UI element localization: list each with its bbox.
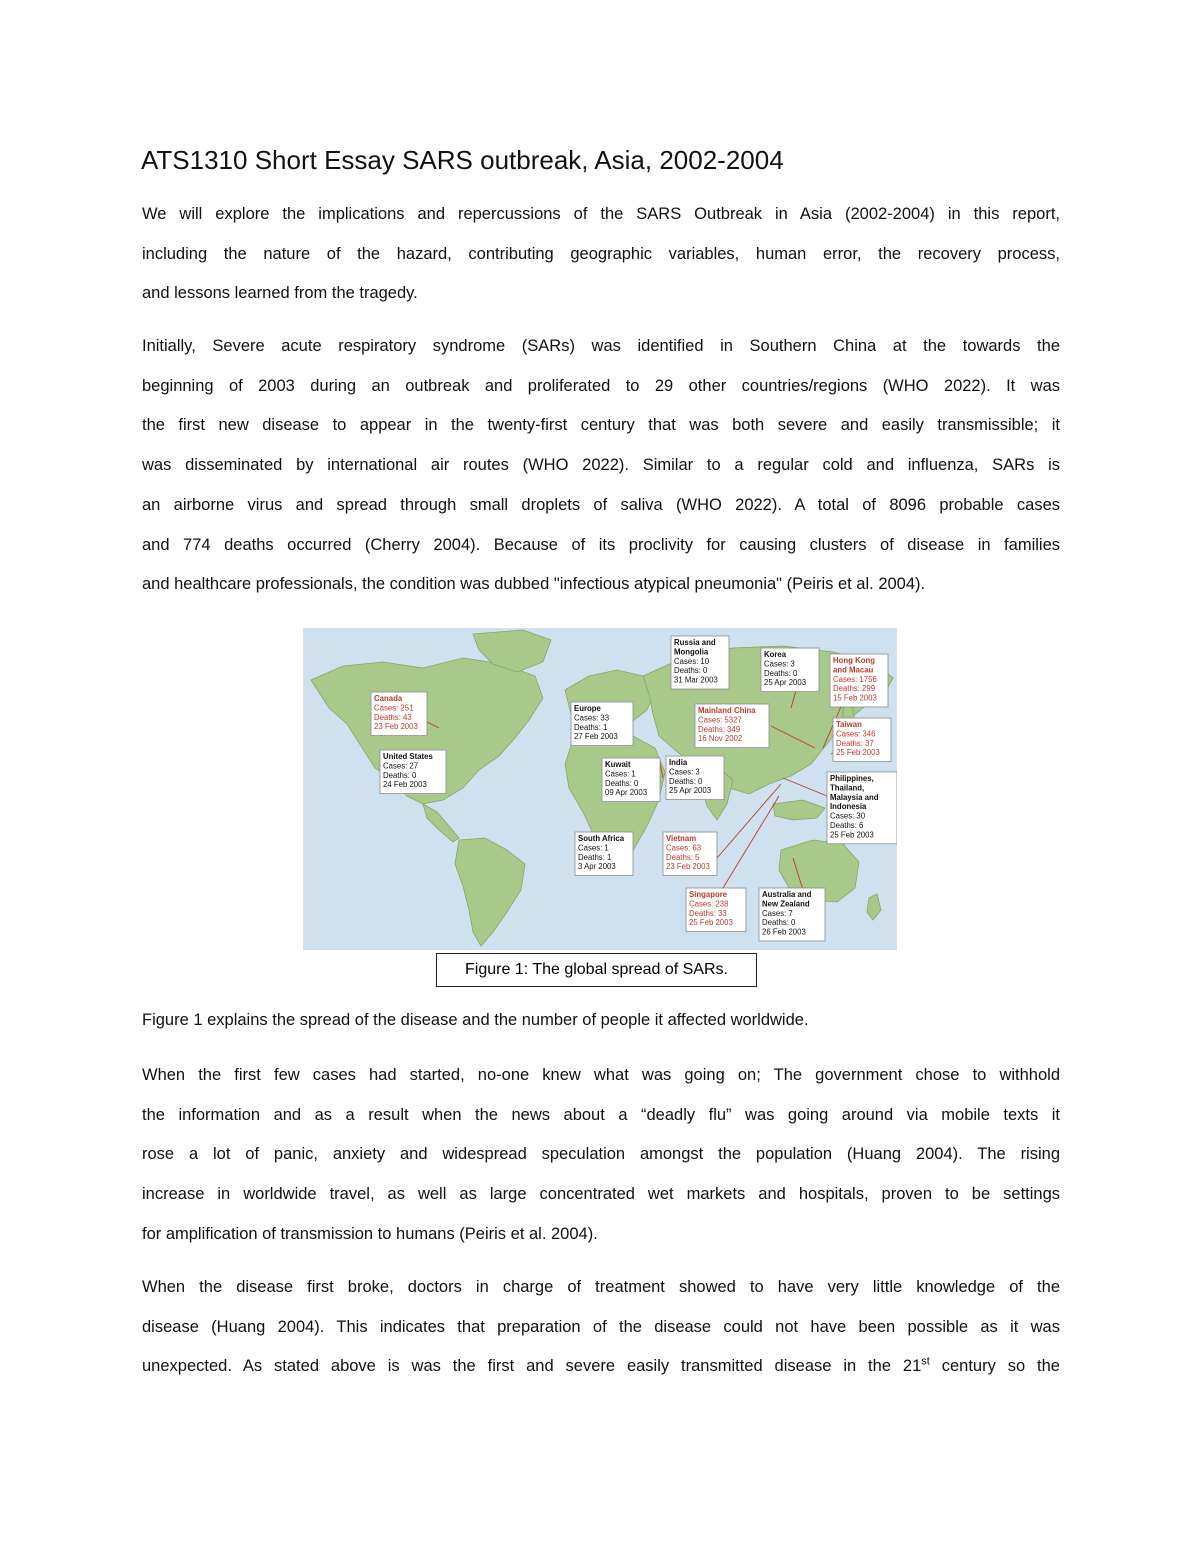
text-line: and healthcare professionals, the condition was dubbed "infectious atypical pneumonia" (Peiris et al. 2004). <box>142 575 926 594</box>
map-box-text: 24 Feb 2003 <box>383 780 427 790</box>
map-box-united-states <box>380 750 446 794</box>
world-map-image <box>303 628 897 950</box>
map-box-text: Deaths: 1 <box>578 852 612 862</box>
map-box-hong-kong-macau <box>830 654 888 707</box>
map-box-kuwait <box>602 758 660 802</box>
map-box-russia-mongolia <box>671 636 729 689</box>
map-box-korea <box>761 648 819 692</box>
map-box-text: Deaths: 0 <box>762 918 796 928</box>
map-box-text: Kuwait <box>605 760 631 769</box>
text-line <box>142 1347 1060 1387</box>
map-box-text: Deaths: 37 <box>836 738 874 748</box>
map-box-text: Singapore <box>689 890 728 899</box>
text-line: including the nature of the hazard, contributing geographic variables, human error, the recovery process, <box>142 244 1060 263</box>
map-box-taiwan <box>833 718 891 762</box>
map-box-text: Deaths: 33 <box>689 908 727 918</box>
map-box-europe <box>571 702 633 746</box>
text-line: the first new disease to appear in the twenty-first century that was both severe and easily transmissible; it <box>142 416 1060 435</box>
map-box-text: Cases: 5327 <box>698 715 742 725</box>
map-box-text: Deaths: 0 <box>605 778 639 788</box>
map-box-text: Cases: 238 <box>689 899 729 909</box>
text-line: the information and as a result when the news about a “deadly flu” was going around via mobile texts it <box>142 1105 1060 1124</box>
map-box-text: Cases: 30 <box>830 811 866 821</box>
map-box-singapore <box>686 888 746 932</box>
page-title: ATS1310 Short Essay SARS outbreak, Asia, 2002-2004 <box>141 145 784 175</box>
map-box-text: 3 Apr 2003 <box>578 862 616 872</box>
map-box-text: Cases: 1 <box>578 843 609 853</box>
map-box-text: 26 Feb 2003 <box>762 927 806 937</box>
map-box-mainland-china <box>695 704 769 748</box>
map-box-text: India <box>669 758 688 767</box>
map-box-text: Philippines, <box>830 774 874 783</box>
map-box-text: Cases: 27 <box>383 761 419 771</box>
map-box-india <box>666 756 724 800</box>
map-box-text: Russia and <box>674 638 716 647</box>
text-segment: century so the <box>929 1357 1060 1376</box>
map-box-philippines-etc <box>827 772 897 844</box>
map-box-text: Cases: 251 <box>374 703 414 713</box>
map-box-text: Deaths: 43 <box>374 712 412 722</box>
map-box-text: Cases: 10 <box>674 656 710 666</box>
map-box-canada <box>371 692 427 736</box>
map-box-text: 25 Apr 2003 <box>764 678 807 688</box>
map-box-text: Deaths: 299 <box>833 684 876 694</box>
text-line: beginning of 2003 during an outbreak and proliferated to 29 other countries/regions (WHO 2022). It was <box>142 376 1060 395</box>
map-box-text: Cases: 1756 <box>833 674 877 684</box>
map-box-text: 25 Feb 2003 <box>836 748 880 758</box>
map-box-text: Cases: 3 <box>764 659 795 669</box>
text-line: Initially, Severe acute respiratory syndrome (SARs) was identified in Southern China at the towards the <box>142 337 1060 355</box>
paragraph-preparedness <box>142 1268 1060 1387</box>
map-box-text: Deaths: 0 <box>669 776 703 786</box>
map-box-text: Deaths: 349 <box>698 724 741 734</box>
map-box-text: 25 Apr 2003 <box>669 786 712 796</box>
paragraph-intro <box>142 195 1060 314</box>
map-box-text: 16 Nov 2002 <box>698 734 743 744</box>
map-box-text: 23 Feb 2003 <box>374 722 418 732</box>
map-box-text: Taiwan <box>836 720 862 729</box>
map-box-text: Vietnam <box>666 834 697 843</box>
text-line: Figure 1 explains the spread of the disease and the number of people it affected worldwide. <box>142 1011 809 1029</box>
map-box-text: 23 Feb 2003 <box>666 862 710 872</box>
text-line: When the disease first broke, doctors in charge of treatment showed to have very little knowledge of the <box>142 1278 1060 1296</box>
map-box-text: Deaths: 5 <box>666 852 700 862</box>
map-box-text: 31 Mar 2003 <box>674 675 718 685</box>
map-box-text: Hong Kong <box>833 656 876 665</box>
map-box-text: Canada <box>374 694 403 703</box>
map-box-text: Deaths: 6 <box>830 821 864 830</box>
ordinal-superscript: st <box>921 1355 930 1368</box>
paragraph-figure-explanation <box>142 1001 1060 1041</box>
map-box-text: Mainland China <box>698 706 756 715</box>
map-box-text: New Zealand <box>762 899 810 909</box>
map-box-text: Indonesia <box>830 802 867 812</box>
text-line: rose a lot of panic, anxiety and widespread speculation amongst the population (Huang 2004). The rising <box>142 1145 1060 1164</box>
text-line: When the first few cases had started, no-one knew what was going on; The government chose to withhold <box>142 1066 1060 1084</box>
map-box-text: 09 Apr 2003 <box>605 788 648 798</box>
paragraph-government-response <box>142 1056 1060 1255</box>
map-box-text: Cases: 346 <box>836 729 876 739</box>
map-box-text: Cases: 33 <box>574 713 610 723</box>
map-box-text: Cases: 63 <box>666 843 702 853</box>
map-box-text: Cases: 7 <box>762 908 793 918</box>
text-line: We will explore the implications and repercussions of the SARS Outbreak in Asia (2002-2004) in this report, <box>142 205 1060 223</box>
text-segment: unexpected. As stated above is was the first and severe easily transmitted disease in the 21 <box>142 1357 922 1376</box>
map-box-text: Deaths: 1 <box>574 722 608 732</box>
paragraph-background <box>142 327 1060 605</box>
map-box-text: Mongolia <box>674 647 709 657</box>
map-box-text: 25 Feb 2003 <box>689 918 733 928</box>
map-box-text: United States <box>383 752 433 761</box>
map-box-vietnam <box>663 832 717 876</box>
text-line: an airborne virus and spread through small droplets of saliva (WHO 2022). A total of 8096 probable cases <box>142 495 1060 514</box>
map-box-text: Korea <box>764 650 787 659</box>
map-box-south-africa <box>575 832 633 876</box>
map-box-text: Malaysia and <box>830 792 879 802</box>
map-box-australia-nz <box>759 888 825 941</box>
map-box-text: Thailand, <box>830 783 865 793</box>
figure-caption: Figure 1: The global spread of SARs. <box>436 953 757 987</box>
map-box-text: 27 Feb 2003 <box>574 732 618 742</box>
sars-world-map-figure <box>303 628 897 950</box>
text-line: increase in worldwide travel, as well as large concentrated wet markets and hospitals, proven to be settings <box>142 1185 1060 1204</box>
map-box-text: and Macau <box>833 665 874 675</box>
text-line: and lessons learned from the tragedy. <box>142 284 418 303</box>
map-box-text: Europe <box>574 704 601 713</box>
map-box-text: 15 Feb 2003 <box>833 693 877 703</box>
text-line: and 774 deaths occurred (Cherry 2004). Because of its proclivity for causing clusters of disease in families <box>142 535 1060 554</box>
map-box-text: Cases: 1 <box>605 769 636 779</box>
map-box-text: Australia and <box>762 890 812 899</box>
text-line: for amplification of transmission to humans (Peiris et al. 2004). <box>142 1224 598 1243</box>
text-line: disease (Huang 2004). This indicates that preparation of the disease could not have been possible as it was <box>142 1317 1060 1336</box>
map-box-text: Deaths: 0 <box>674 666 708 676</box>
map-box-text: Cases: 3 <box>669 767 700 777</box>
map-box-text: 25 Feb 2003 <box>830 830 874 840</box>
text-line: was disseminated by international air routes (WHO 2022). Similar to a regular cold and influenza, SARs is <box>142 456 1060 475</box>
map-box-text: Deaths: 0 <box>383 770 417 780</box>
map-box-text: South Africa <box>578 834 625 843</box>
map-box-text: Deaths: 0 <box>764 668 798 678</box>
